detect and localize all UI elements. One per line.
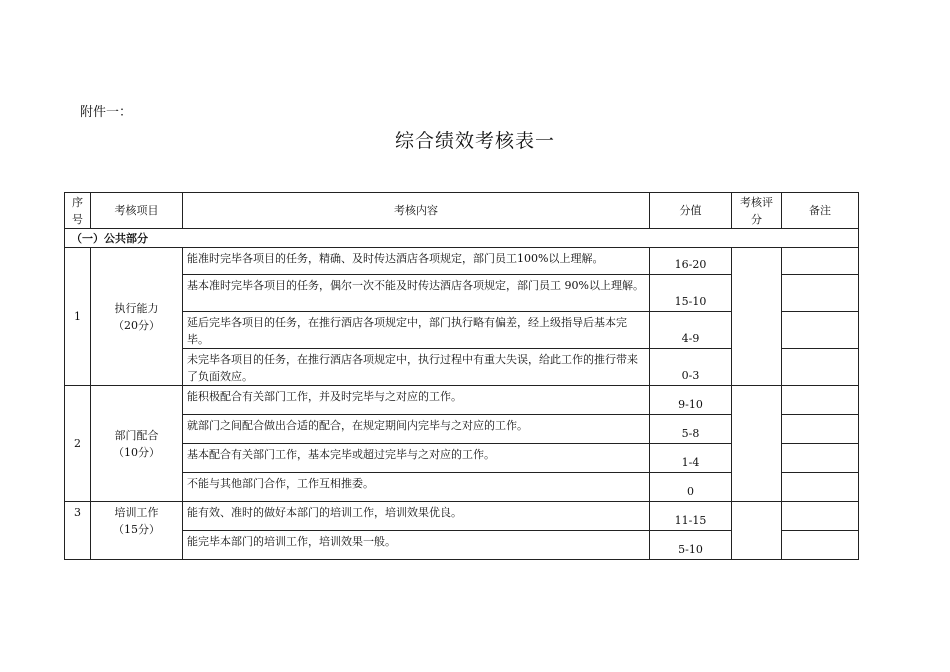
group-max-points: （10分）: [113, 445, 160, 459]
criterion-content: 能完毕本部门的培训工作，培训效果一般。: [183, 531, 650, 560]
remarks-cell: [782, 473, 859, 502]
header-item: 考核项目: [91, 193, 183, 229]
header-content: 考核内容: [183, 193, 650, 229]
criterion-points: 5-10: [650, 531, 732, 560]
group-name: 执行能力: [114, 301, 159, 315]
rating-cell: [732, 502, 782, 560]
criterion-points: 9-10: [650, 386, 732, 415]
group-max-points: （20分）: [113, 318, 160, 332]
group-name: 培训工作: [114, 506, 159, 519]
criterion-points: 15-10: [650, 275, 732, 312]
section-label: （一）公共部分: [65, 229, 859, 248]
remarks-cell: [782, 531, 859, 560]
group-max-points: （15分）: [113, 523, 160, 536]
criterion-points: 11-15: [650, 502, 732, 531]
criterion-content: 基本准时完毕各项目的任务，偶尔一次不能及时传达酒店各项规定，部门员工 90%以上理解。: [183, 275, 650, 312]
criterion-points: 1-4: [650, 444, 732, 473]
rating-cell: [732, 386, 782, 502]
criterion-points: 16-20: [650, 248, 732, 275]
criterion-points: 0-3: [650, 349, 732, 386]
group-seq: 3: [65, 502, 91, 560]
criterion-content: 就部门之间配合做出合适的配合，在规定期间内完毕与之对应的工作。: [183, 415, 650, 444]
header-remarks: 备注: [782, 193, 859, 229]
criterion-content: 未完毕各项目的任务，在推行酒店各项规定中，执行过程中有重大失误，给此工作的推行带来了负面效应。: [183, 349, 650, 386]
assessment-table: [64, 192, 859, 560]
group-seq: 1: [65, 248, 91, 386]
remarks-cell: [782, 502, 859, 531]
header-points: 分值: [650, 193, 732, 229]
group-item: [91, 248, 183, 386]
criterion-content: 不能与其他部门合作，工作互相推委。: [183, 473, 650, 502]
group-item: [91, 502, 183, 560]
remarks-cell: [782, 444, 859, 473]
criterion-content: 基本配合有关部门工作，基本完毕或超过完毕与之对应的工作。: [183, 444, 650, 473]
header-row: [65, 193, 859, 229]
criterion-content: 能有效、准时的做好本部门的培训工作，培训效果优良。: [183, 502, 650, 531]
section-row: [65, 229, 859, 248]
rating-cell: [732, 248, 782, 386]
header-seq: 序号: [65, 193, 91, 229]
table-row: [65, 248, 859, 275]
group-item: [91, 386, 183, 502]
header-rating: 考核评分: [732, 193, 782, 229]
remarks-cell: [782, 349, 859, 386]
criterion-content: 延后完毕各项目的任务，在推行酒店各项规定中，部门执行略有偏差，经上级指导后基本完毕。: [183, 312, 650, 349]
criterion-points: 5-8: [650, 415, 732, 444]
remarks-cell: [782, 386, 859, 415]
criterion-points: 0: [650, 473, 732, 502]
criterion-content: 能准时完毕各项目的任务，精确、及时传达酒店各项规定，部门员工100%以上理解。: [183, 248, 650, 275]
attachment-label: 附件一：: [80, 105, 133, 120]
group-name: 部门配合: [114, 428, 159, 442]
table-row: [65, 386, 859, 415]
criterion-content: 能积极配合有关部门工作，并及时完毕与之对应的工作。: [183, 386, 650, 415]
page-title: 综合绩效考核表一: [394, 130, 555, 152]
remarks-cell: [782, 415, 859, 444]
remarks-cell: [782, 275, 859, 312]
criterion-points: 4-9: [650, 312, 732, 349]
remarks-cell: [782, 248, 859, 275]
group-seq: 2: [65, 386, 91, 502]
table-row: [65, 502, 859, 531]
remarks-cell: [782, 312, 859, 349]
